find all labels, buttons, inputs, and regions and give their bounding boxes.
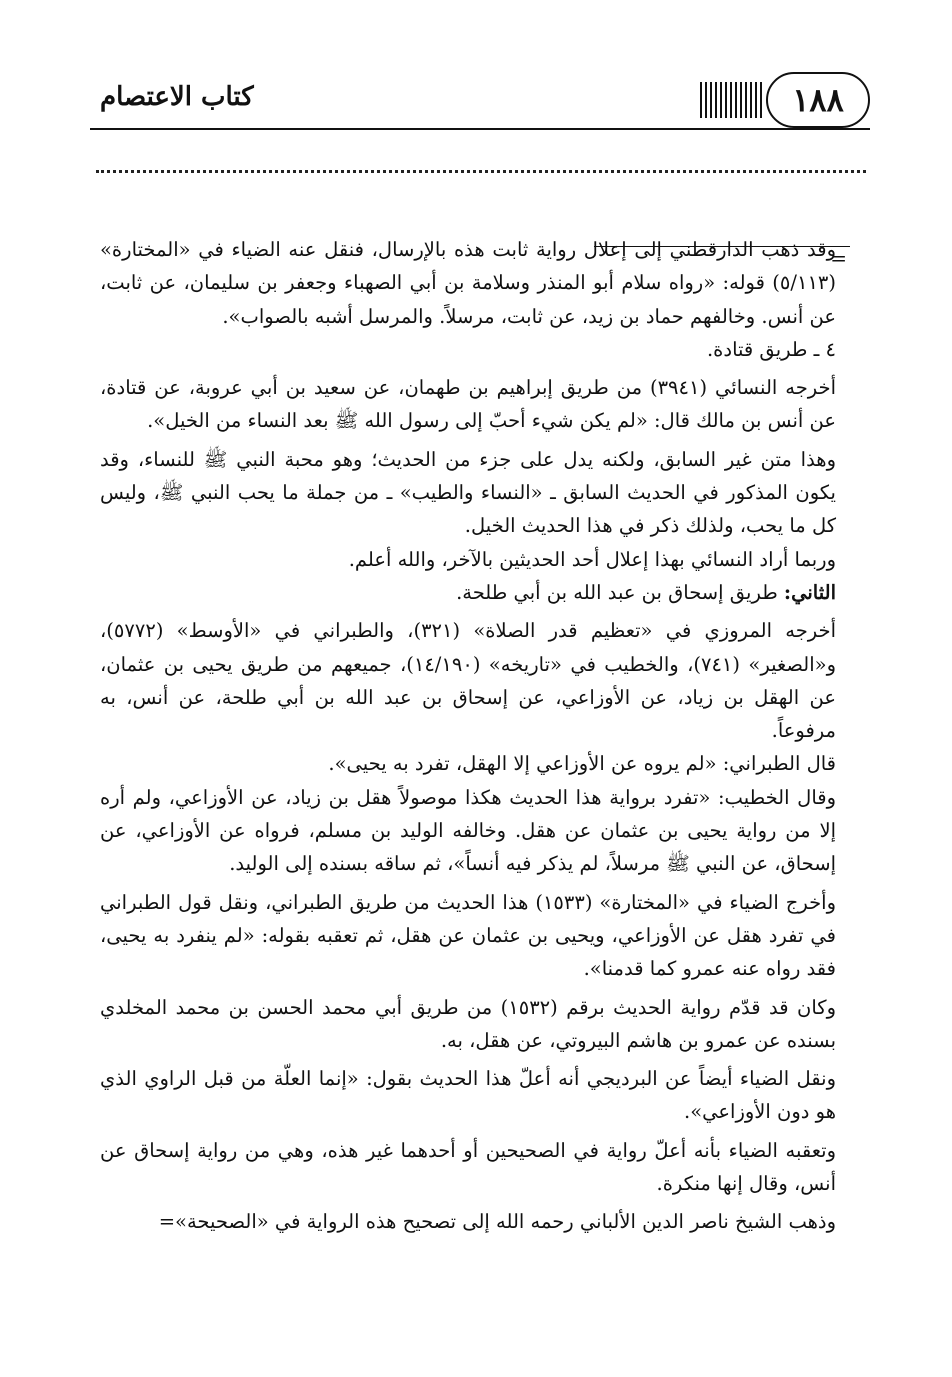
paragraph: وربما أراد النسائي بهذا إعلال أحد الحديثين بالآخر، والله أعلم. xyxy=(348,547,836,571)
section-lead: الثاني: xyxy=(783,580,836,604)
paragraph: الثاني: طريق إسحاق بن عبد الله بن أبي طلحة. xyxy=(456,580,836,604)
page-number-ornament xyxy=(700,70,870,130)
paragraph: وقال الخطيب: «تفرد برواية هذا الحديث هكذا موصولاً هقل بن زياد، عن الأوزاعي، ولم أره إلا من رواية يحيى بن عثمان عن هقل. وخالفه الوليد بن مسلم، فرواه عن الأوزاعي، عن إسحاق، عن النبي ﷺ مرسلاً، لم يذكر فيه أنساً»، ثم ساقه بسنده إلى الوليد. xyxy=(100,785,836,876)
paragraph: قال الطبراني: «لم يروه عن الأوزاعي إلا الهقل، تفرد به يحيى». xyxy=(328,752,836,776)
dotted-separator xyxy=(96,170,866,173)
paragraph: أخرجه النسائي (٣٩٤١) من طريق إبراهيم بن طهمان، عن سعيد بن أبي عروبة، عن قتادة، عن أنس بن مالك قال: «لم يكن شيء أحبّ إلى رسول الله ﷺ بعد النساء من الخيل». xyxy=(100,376,836,433)
paragraph: وذهب الشيخ ناصر الدين الألباني رحمه الله إلى تصحيح هذه الرواية في «الصحيحة»= xyxy=(158,1210,836,1234)
paragraph: أخرجه المروزي في «تعظيم قدر الصلاة» (٣٢١)، والطبراني في «الأوسط» (٥٧٧٢)، و«الصغير» (٧٤١)، والخطيب في «تاريخه» (١٤/١٩٠)، جميعهم من طريق يحيى بن عثمان، عن الهقل بن زياد، عن الأوزاعي، عن إسحاق بن عبد الله بن أبي طلحة، عن أنس، به مرفوعاً. xyxy=(100,619,837,743)
page-number: ١٨٨ xyxy=(766,72,870,128)
paragraph: ونقل الضياء أيضاً عن البرديجي أنه أعلّ هذا الحديث بقول: «إنما العلّة من قبل الراوي الذي هو دون الأوزاعي». xyxy=(100,1067,836,1124)
paragraph: وكان قد قدّم رواية الحديث برقم (١٥٣٢) من طريق أبي محمد الحسن بن محمد المخلدي بسنده عن عمرو بن هاشم البيروتي، عن هقل، به. xyxy=(100,995,836,1052)
paragraph: وقد ذهب الدارقطني إلى إعلال رواية ثابت هذه بالإرسال، فنقل عنه الضياء في «المختارة» (٥/١١٣) قوله: «رواه سلام أبو المنذر وسلامة بن أبي الصهباء وجعفر بن سليمان، عن ثابت، عن أنس. وخالفهم حماد بن زيد، عن ثابت، مرسلاً. والمرسل أشبه بالصواب». xyxy=(100,238,836,328)
paragraph: وهذا متن غير السابق، ولكنه يدل على جزء من الحديث؛ وهو محبة النبي ﷺ للنساء، وقد يكون المذكور في الحديث السابق ـ «النساء والطيب» ـ من جملة ما يحب النبي ﷺ، وليس كل ما يحب، ولذلك ذكر في هذا الحديث الخيل. xyxy=(100,447,836,538)
header-rule xyxy=(90,128,870,130)
book-title: كتاب الاعتصام xyxy=(100,82,254,112)
page-header xyxy=(90,60,870,130)
paragraph: وأخرج الضياء في «المختارة» (١٥٣٣) هذا الحديث من طريق الطبراني، ونقل قول الطبراني في تفرد هقل عن الأوزاعي، ويحيى بن عثمان عن هقل، ثم تعقبه بقوله: «لم ينفرد به يحيى، فقد رواه عنه عمرو كما قدمنا». xyxy=(100,890,836,981)
footnote-body xyxy=(100,233,836,1239)
paragraph: وتعقبه الضياء بأنه أعلّ رواية في الصحيحين أو أحدهما غير هذه، وهي من رواية إسحاق عن أنس، وقال إنها منكرة. xyxy=(100,1138,836,1196)
continuation-mark: = xyxy=(830,246,847,270)
paragraph: ٤ ـ طريق قتادة. xyxy=(706,337,836,361)
ornament-stripes xyxy=(700,82,762,118)
